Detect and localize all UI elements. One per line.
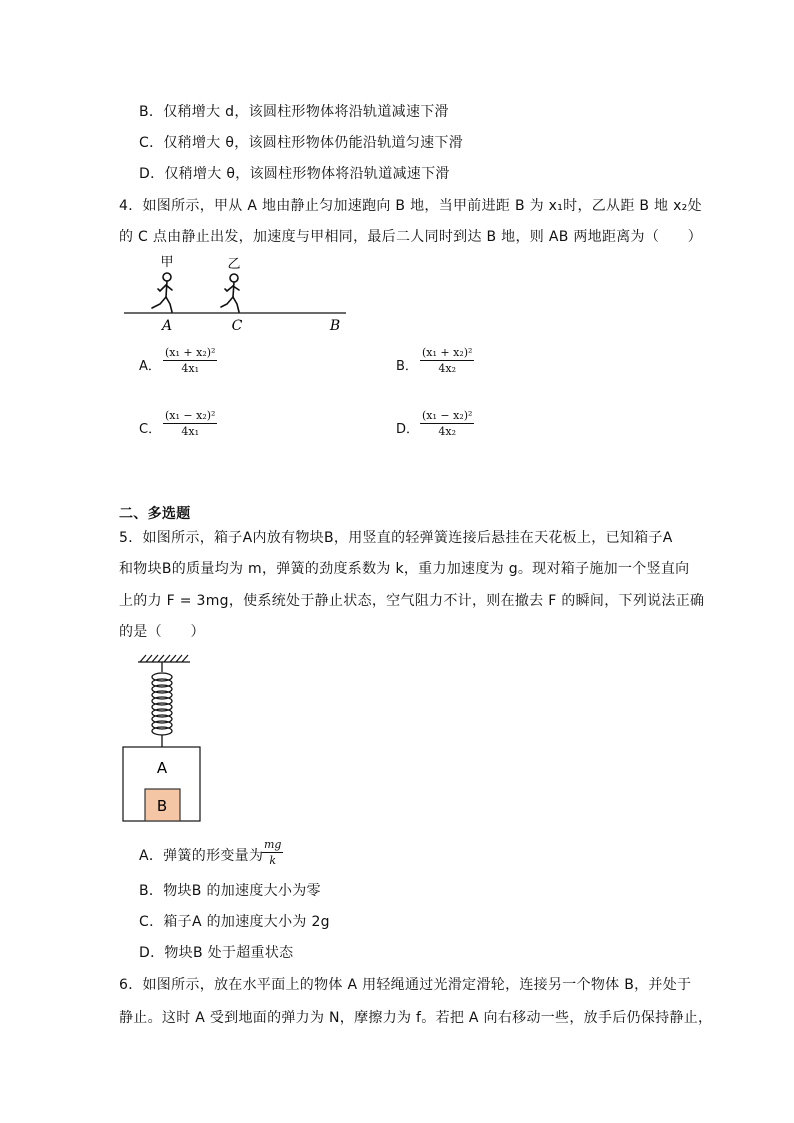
- q5-figure: [118, 650, 208, 826]
- ceiling-icon: [138, 655, 190, 662]
- q5-option-a-denominator: k: [269, 854, 277, 867]
- q3-option-c: C．仅稍增大 θ，该圆柱形物体仍能沿轨道匀速下滑: [139, 135, 463, 151]
- q5-stem-line2: 和物块B的质量均为 m，弹簧的劲度系数为 k，重力加速度为 g。现对箱子施加一个竖直向: [119, 561, 690, 577]
- spring-icon: [152, 662, 172, 747]
- q4-option-d-fraction: [420, 409, 474, 438]
- box-a-label: A: [156, 759, 168, 777]
- point-c-label: C: [231, 318, 243, 334]
- q3-option-d: D．仅稍增大 θ，该圆柱形物体将沿轨道减速下滑: [139, 166, 450, 182]
- q6-stem-line1: 6．如图所示，放在水平面上的物体 A 用轻绳通过光滑定滑轮，连接另一个物体 B，并处于: [119, 977, 692, 993]
- q4-option-d-label: D．: [396, 422, 420, 437]
- q4-option-b-fraction: [420, 346, 474, 375]
- runner-jia-icon: [152, 273, 172, 312]
- q5-option-d: D．物块B 处于超重状态: [139, 945, 294, 961]
- q4-option-a-denominator: 4x₁: [181, 362, 200, 375]
- q5-option-a-fraction: [262, 838, 283, 867]
- runner-yi-icon: [221, 274, 239, 312]
- q4-option-a-label: A．: [139, 359, 161, 374]
- q4-figure: [120, 252, 360, 336]
- q4-stem-line1: 4．如图所示，甲从 A 地由静止匀加速跑向 B 地，当甲前进距 B 为 x₁时，乙从距 B 地 x₂处: [119, 198, 702, 214]
- section-title-multi-choice: 二、多选题: [119, 506, 191, 522]
- q5-option-c: C．箱子A 的加速度大小为 2g: [139, 914, 330, 930]
- runner-jia-label: 甲: [160, 255, 174, 270]
- point-b-label: B: [329, 318, 341, 334]
- q4-option-c-fraction: [163, 409, 217, 438]
- q5-option-a-numerator: mg: [264, 838, 282, 851]
- q4-option-c-label: C．: [139, 422, 162, 437]
- q5-option-a-text: A．弹簧的形变量为: [139, 848, 264, 864]
- q4-option-a-fraction: [163, 346, 217, 375]
- q4-stem-line2: 的 C 点由静止出发，加速度与甲相同，最后二人同时到达 B 地，则 AB 两地距离为（ ）: [119, 229, 703, 245]
- q3-option-b: B．仅稍增大 d，该圆柱形物体将沿轨道减速下滑: [139, 104, 449, 120]
- q5-stem-line3: 上的力 F = 3mg，使系统处于静止状态，空气阻力不计，则在撤去 F 的瞬间，下列说法正确: [119, 593, 705, 609]
- runner-yi-label: 乙: [227, 257, 241, 272]
- block-b-label: B: [156, 797, 168, 815]
- q6-stem-line2: 静止。这时 A 受到地面的弹力为 N，摩擦力为 f。若把 A 向右移动一些，放手后仍保持静止，: [119, 1010, 713, 1026]
- q5-option-b: B．物块B 的加速度大小为零: [139, 883, 321, 899]
- point-a-label: A: [161, 318, 173, 334]
- q4-option-c-denominator: 4x₁: [181, 425, 200, 438]
- q5-stem-line1: 5．如图所示，箱子A内放有物块B，用竖直的轻弹簧连接后悬挂在天花板上，已知箱子A: [119, 530, 673, 546]
- q4-option-d-denominator: 4x₂: [438, 425, 457, 438]
- q4-option-b-numerator: (x₁ + x₂)²: [422, 346, 473, 359]
- q4-option-d-numerator: (x₁ − x₂)²: [422, 409, 473, 422]
- q4-option-a-numerator: (x₁ + x₂)²: [165, 346, 216, 359]
- q4-option-c-numerator: (x₁ − x₂)²: [165, 409, 216, 422]
- q5-stem-line4: 的是（ ）: [119, 624, 205, 640]
- q4-option-b-label: B．: [396, 359, 418, 374]
- q4-option-b-denominator: 4x₂: [438, 362, 457, 375]
